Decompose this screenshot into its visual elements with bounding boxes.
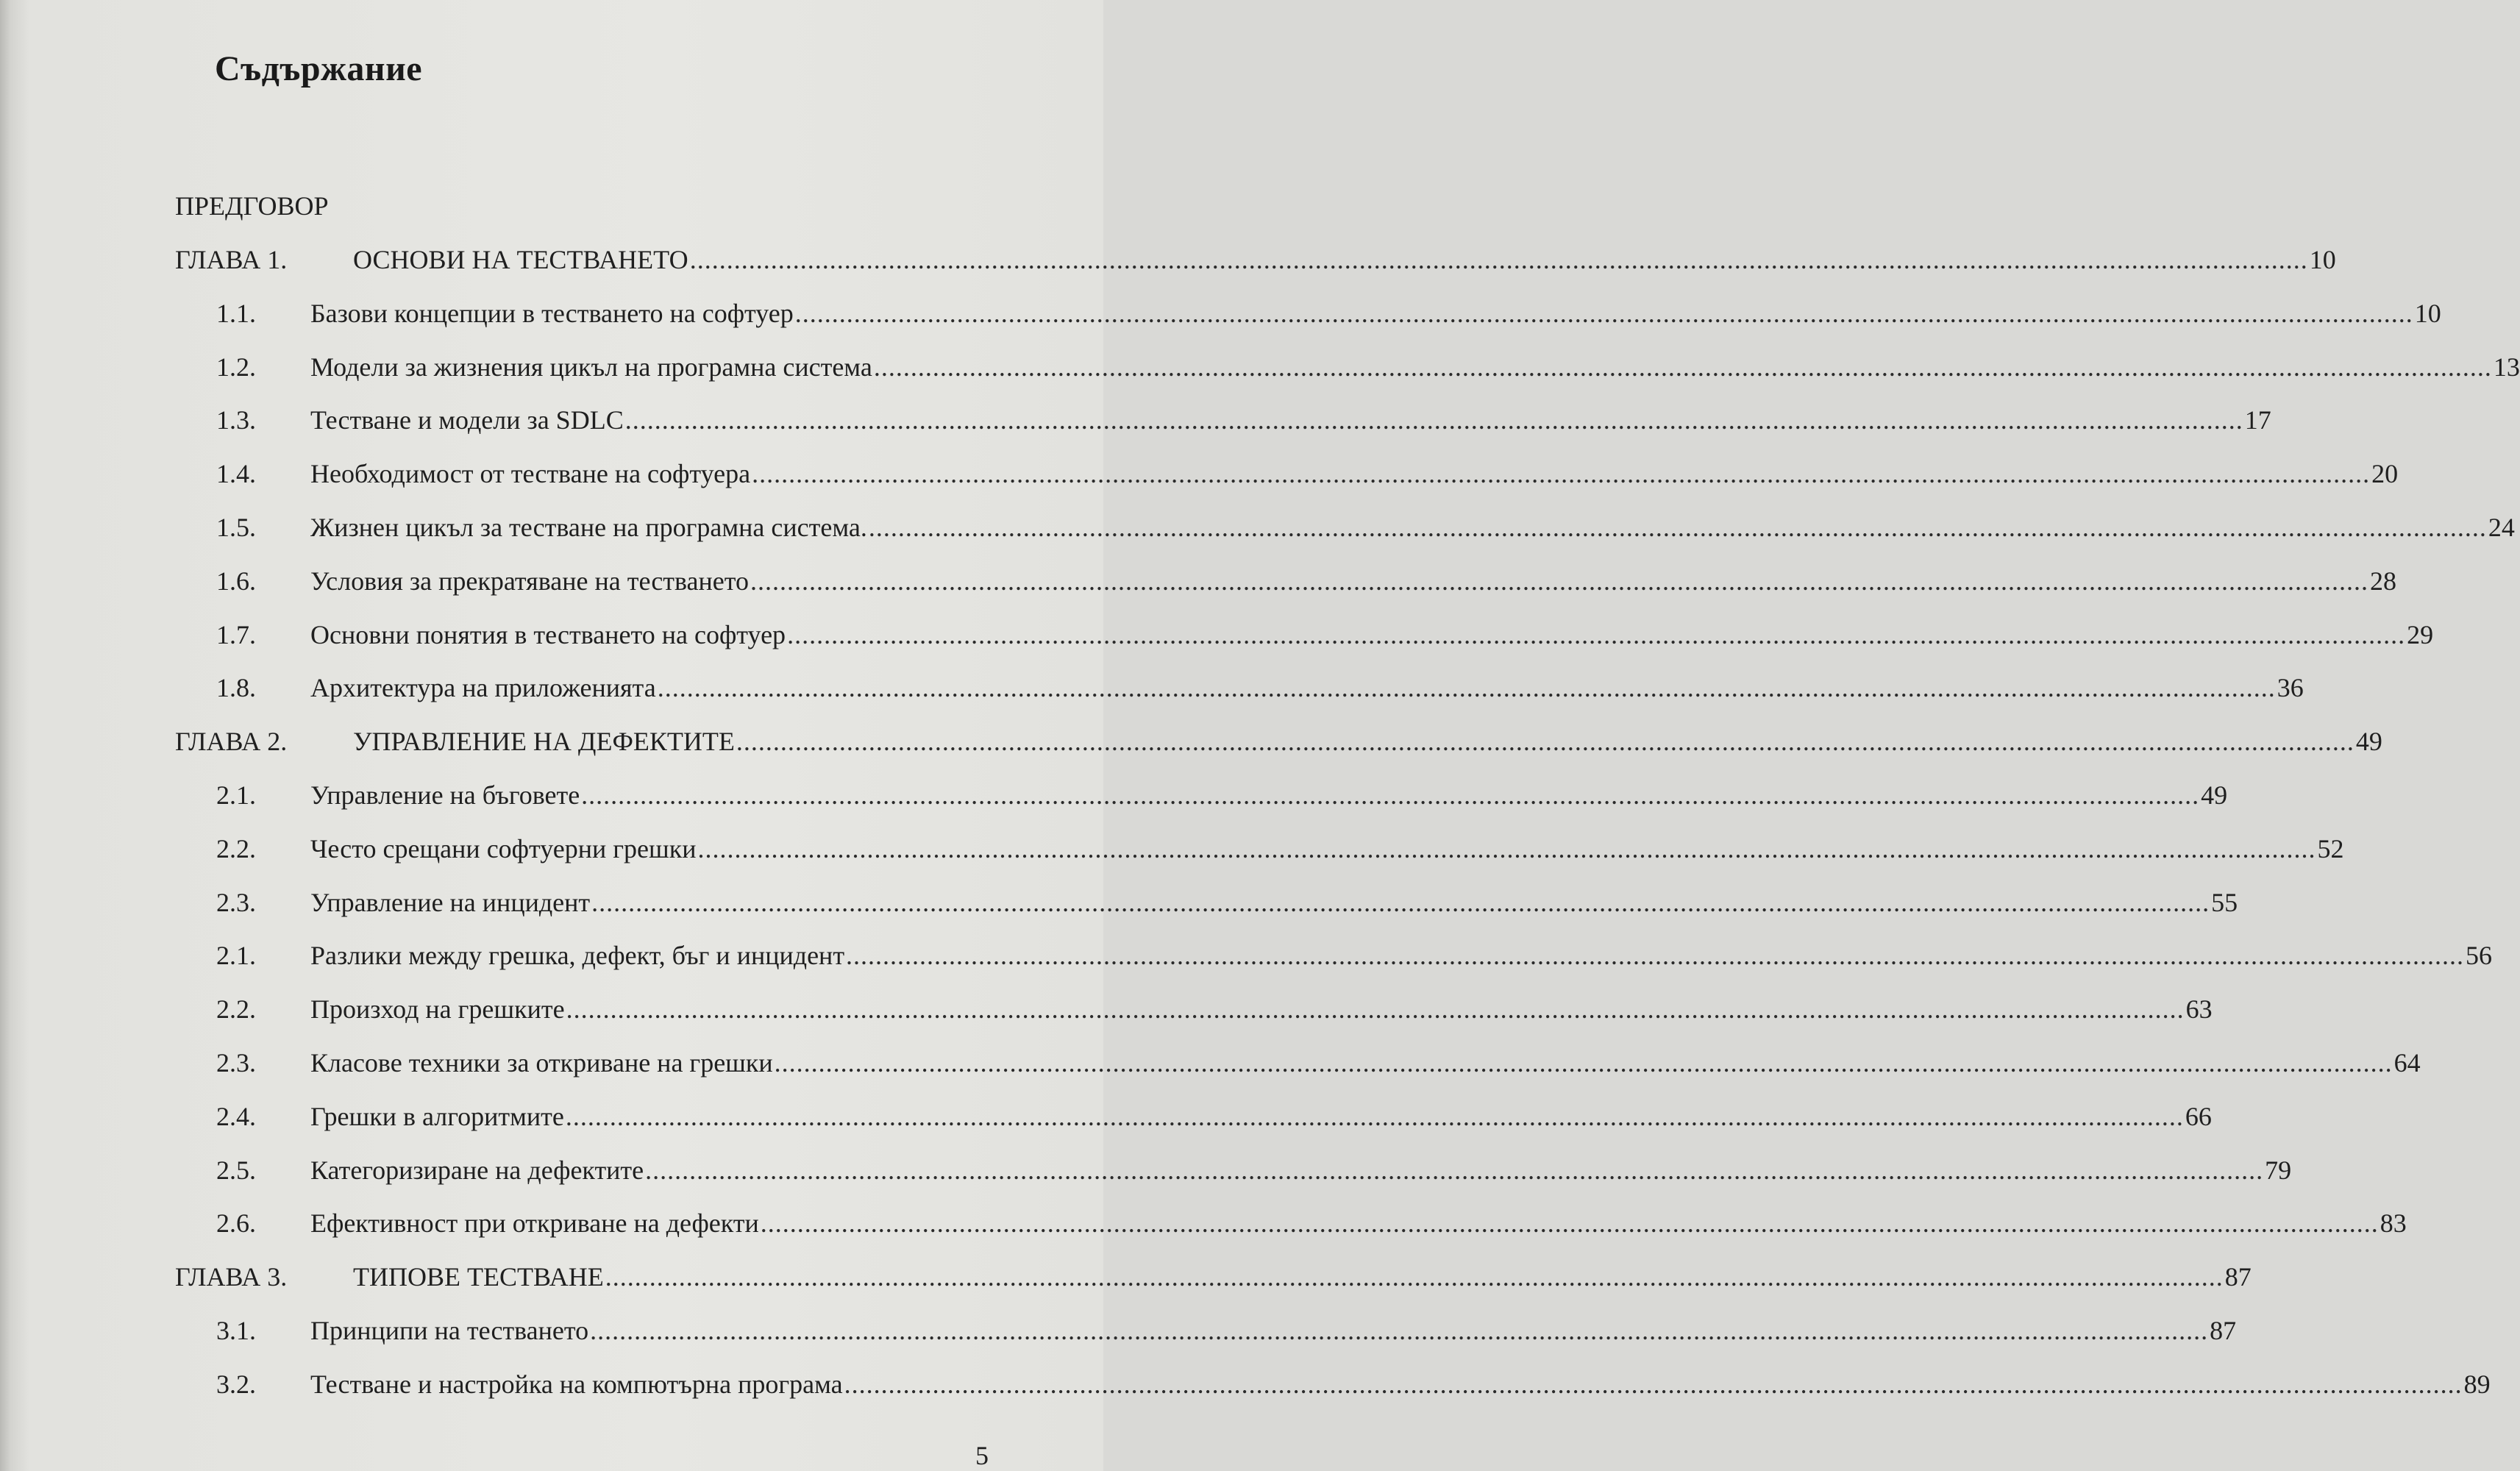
toc-section-row [0,349,2520,385]
toc-page-number: 29 [2407,619,2434,649]
dot-leader: ............................................................................................................................................................................................................................ [846,941,2465,971]
section-title: Модели за жизнения цикъл на програмна система [310,352,872,382]
section-number: 1.4. [216,459,256,489]
toc-entry [310,455,2399,492]
section-number: 2.3. [216,887,256,917]
toc-entry [310,1098,2212,1135]
toc-entry [310,402,2271,438]
section-number: 2.1. [216,780,256,810]
section-title: Тестване и настройка на компютърна програма [310,1369,843,1399]
section-number: 1.7. [216,619,256,649]
toc-page-number: 28 [2370,566,2397,596]
toc-section-row [0,402,2271,438]
section-title: Класове техники за откриване на грешки [310,1048,773,1078]
toc-page-number: 49 [2355,727,2382,757]
section-title: Базови концепции в тестването на софтуер [310,298,794,328]
dot-leader: ............................................................................................................................................................................................................................ [645,1155,2264,1185]
toc-entry [310,777,2228,813]
dot-leader: ............................................................................................................................................................................................................................ [736,727,2355,757]
section-title: Управление на бъговете [310,780,580,810]
section-number: 2.2. [216,833,256,863]
toc-entry [310,563,2397,599]
toc-entry [310,669,2304,706]
dot-leader: ............................................................................................................................................................................................................................ [787,619,2406,649]
toc-section-row [0,563,2397,599]
toc-entry [310,509,2515,546]
toc-entry [310,349,2520,385]
toc-page-number: 49 [2201,780,2228,810]
section-title: Грешки в алгоритмите [310,1101,564,1131]
toc-entry [310,295,2441,332]
toc-entry [353,723,2382,760]
section-number: 2.5. [216,1155,256,1185]
toc-page-number: 52 [2317,833,2344,863]
section-title: Тестване и модели за SDLC [310,405,624,435]
section-number: 2.2. [216,994,256,1025]
section-number: 1.6. [216,566,256,596]
section-number: 1.2. [216,352,256,382]
toc-page-number: 24 [2488,513,2515,542]
toc-entry [310,1366,2491,1403]
section-number: 2.3. [216,1048,256,1078]
toc-page-number: 66 [2185,1101,2212,1131]
section-number: 1.8. [216,673,256,703]
toc-page-number: 64 [2393,1048,2421,1078]
toc-section-row [0,669,2304,706]
toc-section-row [0,884,2238,921]
toc-entry [310,937,2493,974]
dot-leader: ............................................................................................................................................................................................................................ [752,459,2371,489]
toc-section-row [0,455,2399,492]
dot-leader: ............................................................................................................................................................................................................................ [657,673,2276,703]
dot-leader: ............................................................................................................................................................................................................................ [750,566,2369,596]
section-title: Произход на грешките [310,994,565,1025]
section-title: Често срещани софтуерни грешки [310,833,697,863]
section-title: Категоризиране на дефектите [310,1155,644,1185]
toc-page-number: 36 [2277,673,2304,703]
section-number: 3.2. [216,1369,256,1399]
toc-preface: ПРЕДГОВОР [175,191,329,221]
dot-leader: ............................................................................................................................................................................................................................ [689,245,2308,274]
chapter-title: УПРАВЛЕНИЕ НА ДЕФЕКТИТЕ [353,727,735,757]
section-title: Архитектура на приложенията [310,673,656,703]
dot-leader: ............................................................................................................................................................................................................................ [591,887,2210,917]
toc-entry [353,1258,2252,1295]
toc-page-number: 87 [2210,1316,2237,1345]
section-number: 2.4. [216,1101,256,1131]
toc-section-row [0,295,2441,332]
chapter-title: ОСНОВИ НА ТЕСТВАНЕТО [353,245,688,274]
toc-page-number: 83 [2380,1208,2407,1239]
toc-entry [310,884,2238,921]
toc-section-row [0,777,2228,813]
dot-leader: ............................................................................................................................................................................................................................ [624,405,2243,435]
section-title: Жизнен цикъл за тестване на програмна система. [310,513,867,542]
toc-chapter-row [0,1258,2252,1295]
section-title: Необходимост от тестване на софтуера [310,459,751,489]
dot-leader: ............................................................................................................................................................................................................................ [760,1208,2379,1239]
dot-leader: ............................................................................................................................................................................................................................ [590,1316,2209,1345]
section-title: Управление на инцидент [310,887,591,917]
dot-leader: ............................................................................................................................................................................................................................ [794,298,2413,328]
toc-page-number: 89 [2463,1369,2491,1399]
toc-entry [353,241,2336,278]
toc-entry [310,1152,2292,1189]
toc-section-row [0,937,2493,974]
toc-entry [310,616,2434,653]
section-number: 1.5. [216,513,256,542]
toc-page-number: 87 [2224,1262,2252,1292]
toc-section-row [0,509,2515,546]
chapter-title: ТИПОВЕ ТЕСТВАНЕ [353,1262,604,1292]
toc-page-number: 13 [2493,352,2520,382]
toc-page-number: 10 [2309,245,2336,274]
section-title: Условия за прекратяване на тестването [310,566,750,596]
dot-leader: ............................................................................................................................................................................................................................ [774,1048,2393,1078]
toc-section-row [0,1312,2237,1349]
toc-section-row [0,616,2434,653]
toc-entry [310,1312,2237,1349]
dot-leader: ............................................................................................................................................................................................................................ [565,1101,2184,1131]
toc-page-number: 79 [2265,1155,2292,1185]
section-title: Разлики между грешка, дефект, бъг и инцидент [310,941,845,971]
toc-chapter-row [0,241,2336,278]
toc-entry [310,1044,2421,1081]
toc-page-number: 56 [2466,941,2493,971]
section-title: Основни понятия в тестването на софтуер [310,619,786,649]
dot-leader: ............................................................................................................................................................................................................................ [697,833,2316,863]
toc-chapter-row [0,723,2382,760]
section-number: 3.1. [216,1316,256,1345]
section-number: 2.1. [216,941,256,971]
toc-page-number: 17 [2244,405,2271,435]
section-number: 1.3. [216,405,256,435]
page-number: 5 [975,1441,989,1470]
toc-section-row [0,1098,2212,1135]
toc-section-row [0,991,2213,1027]
toc-section-row [0,1044,2421,1081]
page-title: Съдържание [215,49,423,88]
toc-section-row [0,1205,2407,1242]
chapter-number: ГЛАВА 1. [175,245,288,274]
dot-leader: ............................................................................................................................................................................................................................ [868,513,2487,542]
chapter-number: ГЛАВА 3. [175,1262,288,1292]
dot-leader: ............................................................................................................................................................................................................................ [581,780,2200,810]
dot-leader: ............................................................................................................................................................................................................................ [844,1369,2463,1399]
toc-page-number: 63 [2185,994,2213,1025]
section-number: 2.6. [216,1208,256,1239]
section-number: 1.1. [216,298,256,328]
toc-section-row [0,830,2344,867]
toc-page-number: 20 [2371,459,2399,489]
toc-entry [310,1205,2407,1242]
dot-leader: ............................................................................................................................................................................................................................ [605,1262,2224,1292]
toc-entry [310,991,2213,1027]
toc-section-row [0,1366,2491,1403]
toc-page-number: 10 [2414,298,2441,328]
toc-page-number: 55 [2211,887,2238,917]
section-title: Ефективност при откриване на дефекти [310,1208,759,1239]
chapter-number: ГЛАВА 2. [175,727,288,757]
dot-leader: ............................................................................................................................................................................................................................ [873,352,2492,382]
dot-leader: ............................................................................................................................................................................................................................ [566,994,2185,1025]
toc-section-row [0,1152,2292,1189]
toc-entry [310,830,2344,867]
section-title: Принципи на тестването [310,1316,589,1345]
